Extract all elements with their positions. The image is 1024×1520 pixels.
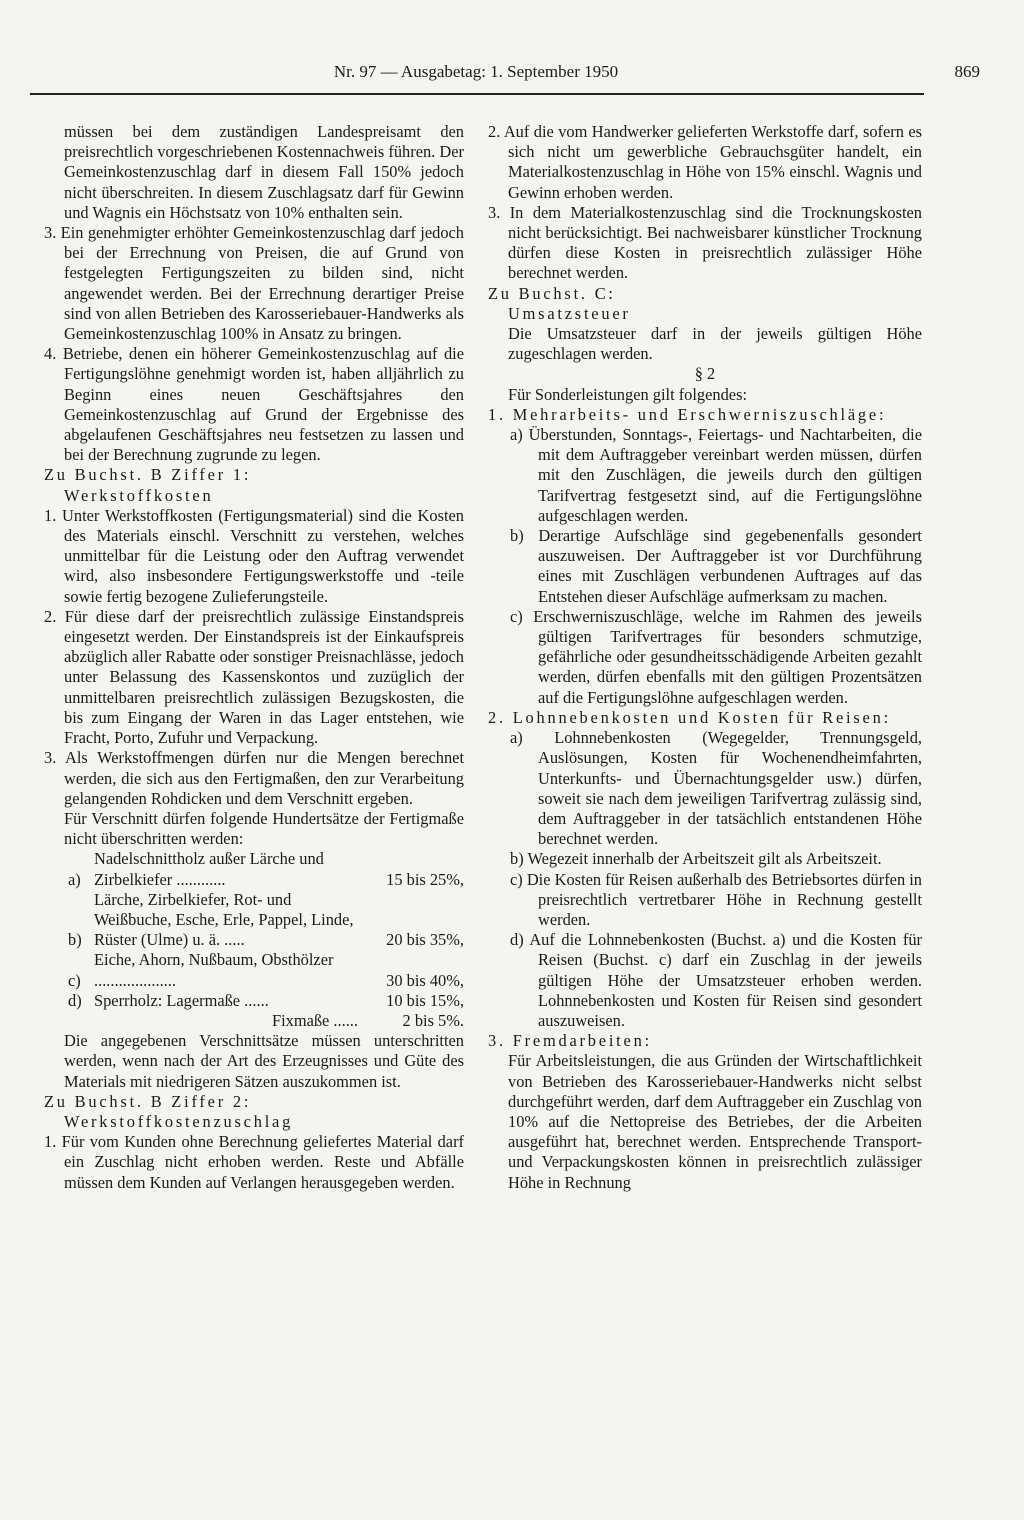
lettered-paragraph: a) Überstunden, Sonntags-, Feiertags- und Nachtarbeiten, die mit dem Auftraggeber vereinbart werden müssen, dürfen mit den Zuschlägen, die jeweils durch den gültigen Tarifvertrag festgesetzt sind, auf die Fertigungslöhne aufgeschlagen werden. — [510, 425, 922, 525]
lettered-paragraph: c) Erschwerniszuschläge, welche im Rahmen des jeweils gültigen Tarifvertrages für besonders schmutzige, gefährliche oder gesundheitsschädigende Arbeiten gezahlt werden, dürfen ebenfalls mit den gültigen Prozentsätzen auf die Fertigungslöhne aufgeschlagen werden. — [510, 606, 922, 707]
table-row — [44, 890, 464, 951]
paragraph: müssen bei dem zuständigen Landespreisamt den preisrechtlich vorgeschriebenen Kostennachweis führen. Der Gemeinkostenzuschlag darf in diesem Fall 150% jedoch nicht überschreiten. In diesem Zuschlagsatz darf für Gewinn und Wagnis ein Höchstsatz von 10% enthalten sein. — [64, 122, 464, 222]
rate-value: 20 bis 35%, — [386, 930, 464, 950]
section-subheading: Umsatzsteuer — [508, 303, 631, 323]
rate-label: a) — [68, 869, 81, 889]
item-heading: 2. Lohnnebenkosten und Kosten für Reisen: — [488, 707, 891, 727]
rate-text: Fixmaße ...... — [271, 1010, 358, 1030]
lettered-paragraph: d) Auf die Lohnnebenkosten (Buchst. a) und die Kosten für Reisen (Buchst. c) darf ein Zuschlag in der jeweils gültigen Höhe der Umsatzsteuer erhoben werden. Lohnnebenkosten und Kosten für Reisen sind gesondert auszuweisen. — [510, 930, 922, 1030]
page-number: 869 — [954, 62, 980, 81]
left-column — [44, 122, 464, 1193]
section-subheading: Werkstoffkostenzuschlag — [64, 1111, 294, 1131]
rate-text: Sperrholz: Lagermaße ...... — [94, 990, 269, 1010]
section-subheading: Werkstoffkosten — [64, 485, 214, 505]
header-rule — [30, 93, 924, 95]
rate-value: 10 bis 15%, — [386, 990, 464, 1010]
paragraph: Für Arbeitsleistungen, die aus Gründen der Wirtschaftlichkeit von Betrieben des Karosseriebauer-Handwerks nicht selbst durchgeführt werden, darf dem Auftraggeber ein Zuschlag von 10% auf die Nettopreise des Betriebes, der die Arbeiten ausgeführt hat, berechnet werden. Entsprechende Transport- und Verpackungskosten können in preisrechtlich zulässiger Höhe in Rechnung — [508, 1051, 922, 1192]
section-heading: Zu Buchst. B Ziffer 1: — [44, 465, 252, 485]
rate-text: Nadelschnittholz außer Lärche und Zirbelkiefer ............ — [94, 849, 324, 889]
paragraph: Die angegebenen Verschnittsätze müssen unterschritten werden, wenn nach der Art des Erzeugnisses und Güte des Materials mit niedrigeren Sätzen auszukommen ist. — [64, 1031, 464, 1091]
item-heading: 3. Fremdarbeiten: — [488, 1031, 652, 1051]
numbered-paragraph: 3. Ein genehmigter erhöhter Gemeinkostenzuschlag darf jedoch bei der Errechnung von Preisen, die auf Grund von festgelegten Fertigungszeiten zu bilden sind, nicht angewendet werden. Bei der Errechnung derartiger Preise sind von allen Betrieben des Karosseriebauer-Handwerks als Gemeinkostenzuschlag 100% in Ansatz zu bringen. — [44, 223, 464, 344]
numbered-paragraph: 4. Betriebe, denen ein höherer Gemeinkostenzuschlag auf die Fertigungslöhne genehmigt worden ist, haben alljährlich zu Beginn eines neuen Geschäftsjahres den Gemeinkostenzuschlag auf Grund der Ergebnisse des abgelaufenen Geschäftsjahres neu festsetzen zu lassen und bei der Berechnung zugrunde zu legen. — [44, 344, 464, 465]
table-row — [44, 849, 464, 889]
rate-label — [44, 1011, 94, 1031]
rate-label: d) — [68, 990, 82, 1010]
rate-text: Eiche, Ahorn, Nußbaum, Obsthölzer .................... — [94, 950, 334, 990]
lettered-paragraph: c) Die Kosten für Reisen außerhalb des Betriebsortes dürfen in preisrechtlich vertretbarer Höhe in Rechnung gestellt werden. — [510, 869, 922, 929]
paragraph: Für Sonderleistungen gilt folgendes: — [508, 384, 748, 404]
rate-text: Lärche, Zirbelkiefer, Rot- und Weißbuche, Esche, Erle, Pappel, Linde, Rüster (Ulme) u. ä. ..... — [94, 889, 354, 950]
rate-label: b) — [68, 930, 82, 950]
numbered-paragraph: 2. Auf die vom Handwerker gelieferten Werkstoffe darf, sofern es sich nicht um gewerbliche Gebrauchsgüter handelt, ein Materialkostenzuschlag in Höhe von 15% einschl. Wagnis und Gewinn erhoben werden. — [488, 122, 922, 202]
section-heading: Zu Buchst. B Ziffer 2: — [44, 1091, 252, 1111]
table-row — [44, 950, 464, 990]
waste-rates-table — [44, 849, 464, 1031]
issue-title: Nr. 97 — Ausgabetag: 1. September 1950 — [333, 62, 619, 81]
numbered-paragraph: 1. Unter Werkstoffkosten (Fertigungsmaterial) sind die Kosten des Materials einschl. Verschnitt zu verstehen, welches unmittelbar für die Leistung oder den Auftrag verwendet wird, also insbesondere Fertigungswerkstoffe und -teile sowie fertig bezogene Zulieferungsteile. — [44, 505, 464, 606]
section-sign: § 2 — [694, 364, 716, 384]
lettered-paragraph: b) Derartige Aufschläge sind gegebenenfalls gesondert auszuweisen. Der Auftraggeber ist vor Durchführung eines mit Zuschlägen verbundenen Auftrages auf das Entstehen dieser Aufschläge aufmerksam zu machen. — [510, 526, 922, 606]
rate-value: 30 bis 40%, — [386, 970, 464, 990]
table-row — [44, 1011, 464, 1031]
rate-label: c) — [68, 970, 81, 990]
rate-value: 2 bis 5%. — [402, 1010, 464, 1030]
numbered-paragraph: 1. Für vom Kunden ohne Berechnung geliefertes Material darf ein Zuschlag nicht erhoben werden. Reste und Abfälle müssen dem Kunden auf Verlangen herausgegeben werden. — [44, 1132, 464, 1192]
lettered-paragraph: a) Lohnnebenkosten (Wegegelder, Trennungsgeld, Auslösungen, Kosten für Wochenendheimfahrten, Unterkunfts- und Übernachtungsgelder usw.) dürfen, soweit sie nach dem jeweiligen Tarifvertrag zulässig sind, dem Auftraggeber in der tatsächlich entstandenen Höhe berechnet werden. — [510, 728, 922, 849]
numbered-paragraph: 3. Als Werkstoffmengen dürfen nur die Mengen berechnet werden, die sich aus den Fertigmaßen, den zur Verarbeitung gelangenden Rohdicken und dem Verschnitt ergeben. — [44, 748, 464, 808]
table-row — [44, 991, 464, 1011]
page-header — [28, 62, 980, 90]
paragraph: Für Verschnitt dürfen folgende Hundertsätze der Fertigmaße nicht überschritten werden: — [64, 808, 464, 849]
rate-value: 15 bis 25%, — [386, 869, 464, 889]
right-column — [488, 122, 922, 1193]
section-heading: Zu Buchst. C: — [488, 283, 616, 303]
lettered-paragraph: b) Wegezeit innerhalb der Arbeitszeit gilt als Arbeitszeit. — [510, 849, 882, 869]
item-heading: 1. Mehrarbeits- und Erschwerniszuschläge: — [488, 404, 887, 424]
paragraph: Die Umsatzsteuer darf in der jeweils gültigen Höhe zugeschlagen werden. — [508, 324, 922, 364]
numbered-paragraph: 2. Für diese darf der preisrechtlich zulässige Einstandspreis eingesetzt werden. Der Einstandspreis ist der Einkaufspreis abzüglich aller Rabatte oder sonstiger Preisnachlässe, jedoch unter Belassung des Kassenskontos und zuzüglich der unmittelbaren preisrechtlich zulässigen Bezugskosten, die bis zum Eingang der Waren in das Lager entstehen, wie Fracht, Porto, Zufuhr und Verpackung. — [44, 606, 464, 748]
numbered-paragraph: 3. In dem Materialkostenzuschlag sind die Trocknungskosten nicht berücksichtigt. Bei nachweisbarer künstlicher Trocknung dürfen diese Kosten in preisrechtlich zulässiger Höhe berechnet werden. — [488, 202, 922, 283]
